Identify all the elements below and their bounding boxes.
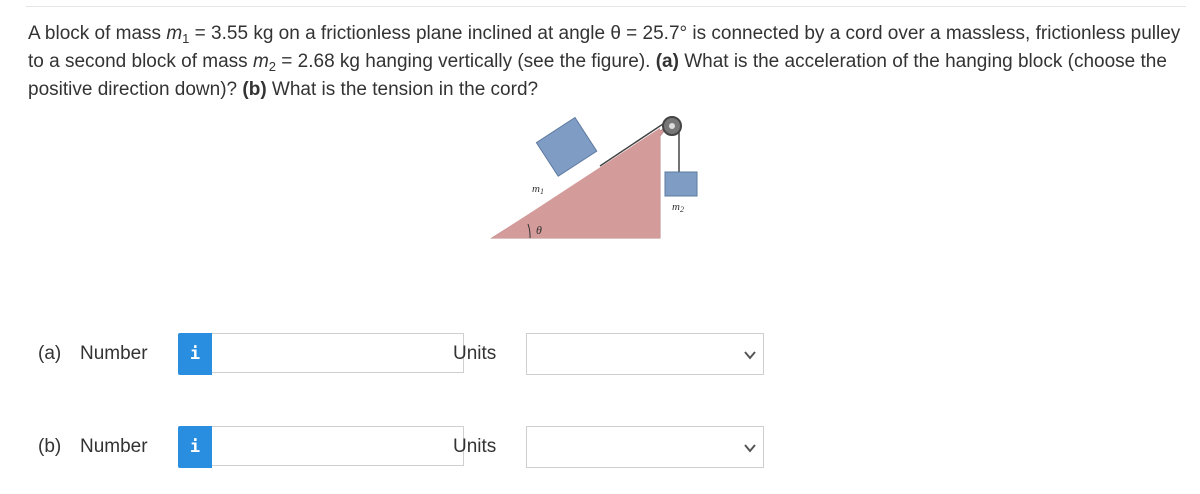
figure-svg: [480, 106, 720, 256]
question-b-marker: (b): [242, 79, 267, 100]
incline-pulley-figure: [480, 106, 720, 256]
m2-symbol: m: [252, 51, 269, 72]
m2-label: m2: [672, 201, 684, 214]
units-label: Units: [453, 436, 497, 457]
number-label: Number: [80, 436, 148, 457]
m2-subscript: 2: [268, 59, 277, 74]
top-divider: [26, 6, 1186, 7]
m1-symbol: m: [166, 23, 183, 44]
part-label: (b): [38, 436, 62, 457]
info-icon[interactable]: i: [178, 426, 212, 468]
chevron-down-icon: [743, 348, 757, 362]
m1-label: m1: [532, 183, 544, 196]
units-label: Units: [453, 343, 497, 364]
block-m2: [665, 172, 697, 196]
question-a-marker: (a): [655, 51, 679, 72]
number-label: Number: [80, 343, 148, 364]
theta-label: θ: [536, 223, 542, 237]
m1-subscript: 1: [182, 31, 190, 46]
units-select-b[interactable]: [526, 426, 764, 468]
part-label: (a): [38, 343, 62, 364]
number-input-a[interactable]: [212, 333, 464, 373]
units-select-a[interactable]: [526, 333, 764, 375]
problem-statement: A block of mass $m_1 = 3.55$ kg on a frictionless plane inclined at angle θ = 25.7° is connected by a cord over a massless, frictionless pulley to a second block of mass $m_2 = 2.68$ kg hanging vertically (see the figure). (a) What is the acceleration of the hanging block (choose the positive direction down)? (b) What is the tension in the cord?: [28, 23, 1181, 100]
block-m1: [536, 118, 596, 177]
number-input-b[interactable]: [212, 426, 464, 466]
chevron-down-icon: [743, 441, 757, 455]
info-icon[interactable]: i: [178, 333, 212, 375]
